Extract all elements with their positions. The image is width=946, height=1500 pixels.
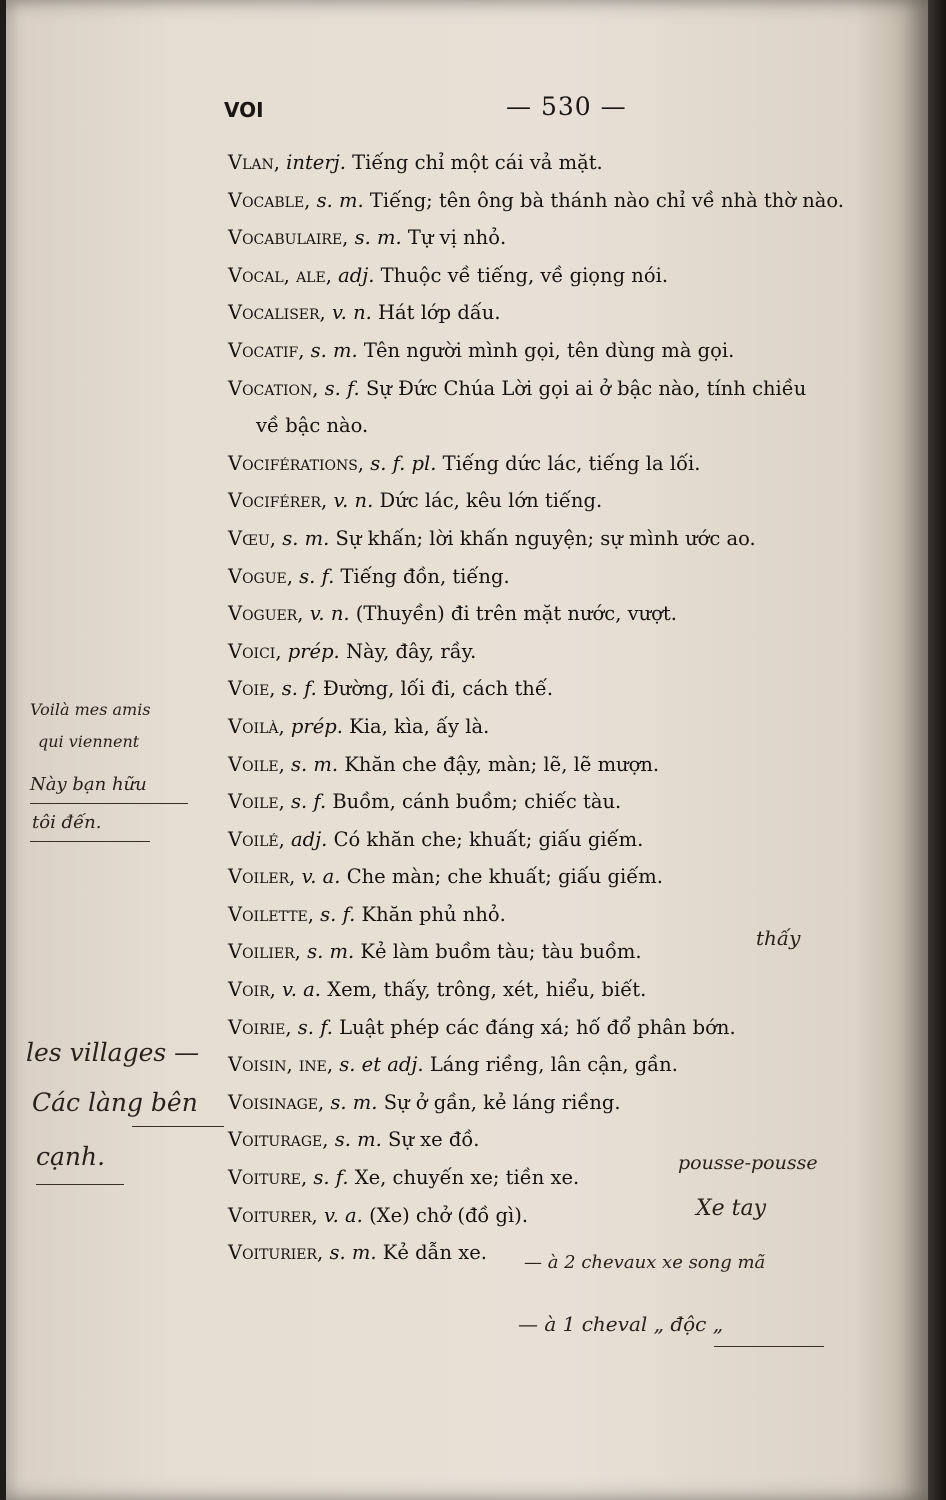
entry-definition: Đường, lối đi, cách thế. [323, 677, 554, 701]
dictionary-entry [228, 633, 918, 671]
entry-definition: Tiếng; tên ông bà thánh nào chỉ về nhà thờ nào. [369, 188, 845, 212]
entry-definition: Che màn; che khuất; giấu giếm. [346, 865, 663, 889]
entry-headword: Voilé, [228, 827, 285, 851]
entry-headword: Voiturer, [228, 1203, 318, 1227]
entry-definition-continued: về bậc nào. [256, 414, 369, 438]
entry-definition: Thuộc về tiếng, về giọng nói. [380, 263, 669, 287]
dictionary-entry [228, 896, 918, 934]
note-voila-vietnamese-2: tôi đến. [32, 812, 102, 833]
note-villages-vietnamese-2: cạnh. [36, 1142, 106, 1171]
entry-headword: Voiturier, [228, 1241, 324, 1265]
dictionary-entry [228, 182, 918, 220]
dictionary-entry [228, 257, 918, 295]
entry-definition: (Thuyền) đi trên mặt nước, vượt. [355, 602, 677, 626]
dictionary-entry [228, 783, 918, 821]
note-villages-french: les villages — [26, 1038, 200, 1067]
dictionary-entry [228, 558, 918, 596]
dictionary-entry [228, 482, 918, 520]
entry-definition: Xem, thấy, trông, xét, hiểu, biết. [327, 978, 647, 1002]
entry-definition: Buồm, cánh buồm; chiếc tàu. [332, 790, 622, 814]
entry-headword: Voisin, ine, [228, 1053, 334, 1077]
dictionary-entry [228, 746, 918, 784]
entry-definition: Láng riềng, lân cận, gần. [429, 1053, 678, 1077]
running-head: VOI [224, 98, 264, 122]
entry-headword: Voile, [228, 752, 285, 776]
entry-headword: Vocatif, [228, 338, 305, 362]
entry-headword: Vogue, [228, 564, 293, 588]
entry-grammar: adj. [291, 827, 328, 851]
entry-definition: Khăn che đậy, màn; lẽ, lẽ mượn. [344, 752, 660, 776]
entry-definition: Sự Đức Chúa Lời gọi ai ở bậc nào, tính chiều [365, 376, 807, 400]
entry-headword: Voie, [228, 677, 276, 701]
entry-definition: Sự ở gần, kẻ láng riềng. [383, 1090, 621, 1114]
dictionary-entry [228, 1197, 918, 1235]
entry-grammar: v. a. [301, 865, 341, 889]
note-xe-tay: Xe tay [696, 1196, 767, 1221]
entry-headword: Voiture, [228, 1166, 308, 1190]
book-page [6, 0, 928, 1500]
entry-headword: Vocabulaire, [228, 226, 349, 250]
entry-grammar: v. a. [323, 1203, 363, 1227]
entry-grammar: s. m. [334, 1128, 382, 1152]
entry-definition: Khăn phủ nhỏ. [361, 902, 506, 926]
entry-grammar: s. m. [330, 1090, 378, 1114]
dictionary-entry [228, 933, 918, 971]
entry-grammar: s. m. [291, 752, 339, 776]
entry-headword: Voiler, [228, 865, 296, 889]
entry-grammar: s. m. [354, 226, 402, 250]
entry-definition: Tiếng đồn, tiếng. [340, 564, 510, 588]
entry-grammar: s. f. [297, 1015, 333, 1039]
entry-grammar: v. n. [333, 489, 374, 513]
entry-definition: Tiếng dức lác, tiếng la lối. [442, 451, 701, 475]
entry-headword: Vocal, ale, [228, 263, 332, 287]
entry-definition: (Xe) chở (đồ gì). [369, 1203, 529, 1227]
entry-grammar: s. et adj. [339, 1053, 424, 1077]
note-voila-french-2: qui viennent [38, 732, 140, 751]
entry-headword: Voilette, [228, 902, 314, 926]
entry-grammar: s. m. [329, 1241, 377, 1265]
entry-headword: Voilà, [228, 714, 285, 738]
entry-grammar: s. f. [299, 564, 335, 588]
entry-grammar: prép. [290, 714, 343, 738]
dictionary-entry [228, 1046, 918, 1084]
dictionary-entry [228, 858, 918, 896]
dictionary-entry [228, 1084, 918, 1122]
entry-grammar: s. m. [310, 338, 358, 362]
entry-grammar: s. f. [313, 1166, 349, 1190]
dictionary-entry [228, 670, 918, 708]
dictionary-entry [228, 708, 918, 746]
note-one-horse: — à 1 cheval „ độc „ [518, 1312, 724, 1336]
entry-grammar: s. m. [316, 188, 364, 212]
entry-headword: Vocaliser, [228, 301, 326, 325]
entry-headword: Vocation, [228, 376, 319, 400]
entry-grammar: s. m. [307, 940, 355, 964]
entry-grammar: v. n. [331, 301, 372, 325]
note-voila-vietnamese-1: Này bạn hữu [30, 774, 147, 795]
note-pousse-pousse: pousse-pousse [678, 1152, 818, 1174]
entry-definition: Tên người mình gọi, tên dùng mà gọi. [363, 338, 735, 362]
entry-grammar: interj. [286, 151, 346, 174]
entry-headword: Voiturage, [228, 1128, 329, 1152]
page-header [6, 92, 928, 132]
entry-grammar: s. f. [320, 902, 356, 926]
entry-definition: Tự vị nhỏ. [407, 226, 507, 250]
note-underline [30, 803, 188, 804]
entry-definition: Kẻ dẫn xe. [382, 1241, 487, 1265]
entry-definition: Có khăn che; khuất; giấu giếm. [333, 827, 644, 851]
dictionary-entry [228, 332, 918, 370]
entry-definition: Luật phép các đáng xá; hố đổ phân bớn. [339, 1015, 736, 1039]
entry-headword: Vœu, [228, 526, 277, 550]
entry-grammar: s. f. [291, 790, 327, 814]
dictionary-entry [228, 445, 918, 483]
dictionary-entry [228, 971, 918, 1009]
entry-headword: Voilier, [228, 940, 301, 964]
entry-grammar: v. n. [309, 602, 350, 626]
entry-headword: Vociférer, [228, 489, 328, 513]
entry-definition: Kẻ làm buồm tàu; tàu buồm. [360, 940, 642, 964]
dictionary-entry [228, 370, 918, 445]
entry-grammar: s. m. [282, 526, 330, 550]
entry-headword: Voile, [228, 790, 285, 814]
entry-headword: Voguer, [228, 602, 304, 626]
entry-grammar: s. f. [281, 677, 317, 701]
entry-grammar: s. f. pl. [370, 451, 437, 475]
entry-definition: Sự xe đồ. [387, 1128, 480, 1152]
dictionary-entry [228, 1009, 918, 1047]
dictionary-entry [228, 294, 918, 332]
dictionary-entry [228, 595, 918, 633]
note-voila-french-1: Voilà mes amis [30, 700, 151, 719]
entry-definition: Kia, kìa, ấy là. [349, 714, 490, 738]
entry-headword: Vlan, [228, 151, 280, 174]
dictionary-entry [228, 821, 918, 859]
entry-definition: Dức lác, kêu lớn tiếng. [379, 489, 603, 513]
entry-grammar: adj. [338, 263, 375, 287]
entry-headword: Voirie, [228, 1015, 292, 1039]
entry-definition: Này, đây, rầy. [345, 639, 477, 663]
note-underline [714, 1346, 824, 1347]
note-underline [132, 1126, 224, 1127]
note-villages-vietnamese-1: Các làng bên [32, 1088, 198, 1117]
note-thay: thấy [756, 926, 801, 950]
note-underline [30, 841, 150, 842]
entry-headword: Voir, [228, 978, 276, 1002]
page-number: — 530 — [506, 92, 627, 121]
entry-grammar: v. a. [282, 978, 321, 1002]
dictionary-entry [228, 144, 918, 182]
entry-definition: Hát lớp dấu. [378, 301, 501, 325]
dictionary-entry [228, 520, 918, 558]
dictionary-entries [228, 144, 918, 1272]
entry-headword: Voisinage, [228, 1090, 325, 1114]
entry-grammar: s. f. [324, 376, 360, 400]
entry-headword: Vocable, [228, 188, 311, 212]
entry-definition: Tiếng chỉ một cái vả mặt. [352, 151, 603, 174]
entry-headword: Voici, [228, 639, 282, 663]
entry-definition: Xe, chuyến xe; tiền xe. [354, 1166, 580, 1190]
book-spine-edge [928, 0, 946, 1500]
entry-grammar: prép. [287, 639, 340, 663]
entry-definition: Sự khấn; lời khấn nguyện; sự mình ước ao. [335, 526, 756, 550]
note-two-horses: — à 2 chevaux xe song mã [524, 1252, 766, 1273]
dictionary-entry [228, 219, 918, 257]
note-underline [36, 1184, 124, 1185]
entry-headword: Vociférations, [228, 451, 365, 475]
